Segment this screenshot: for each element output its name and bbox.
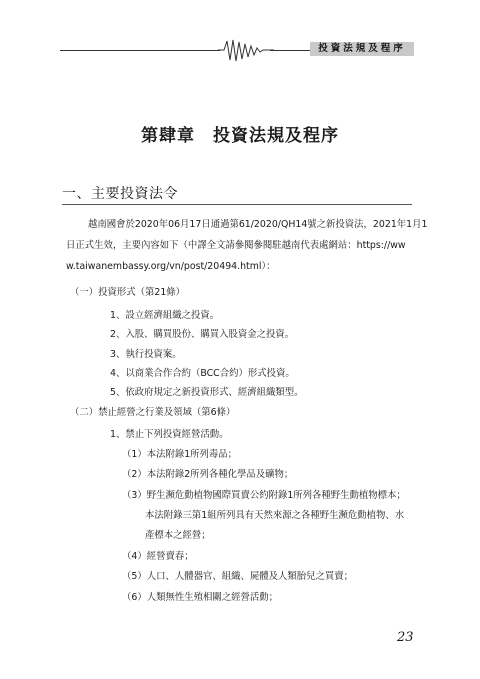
- list-item: （5）人口、人體器官、組織、屍體及人類胎兒之買賣；: [122, 571, 353, 582]
- list-item: （3）野生瀕危動植物國際買賣公約附錄1所列各種野生動植物標本；: [122, 490, 406, 501]
- list-item: 1、禁止下列投資經營活動。: [110, 429, 229, 440]
- heartbeat-wave-icon: [218, 38, 274, 64]
- running-header-label: 投資法規及程序: [310, 42, 414, 56]
- list-item: 2、入股、購買股份、購買入股資金之投資。: [110, 329, 295, 340]
- intro-line-1: 越南國會於2020年06月17日通過第61/2020/QH14號之新投資法，2021年1月1: [88, 219, 428, 230]
- list-item: （4）經營賣春；: [122, 551, 194, 562]
- item-prohibited-business: （二）禁止經營之行業及領域（第6條）: [70, 407, 236, 418]
- chapter-title: 第肆章 投資法規及程序: [141, 126, 339, 146]
- page-number: 23: [397, 630, 414, 645]
- list-item: 4、以商業合作合約（BCC合約）形式投資。: [110, 368, 295, 379]
- intro-line-2: 日正式生效，主要內容如下（中譯全文請參閱參閱駐越南代表處網站：https://ww: [66, 240, 406, 251]
- list-item: （6）人類無性生殖相關之經營活動；: [122, 592, 278, 603]
- list-item: 1、設立經濟組織之投資。: [110, 310, 220, 321]
- list-item: （1）本法附錄1所列毒品；: [122, 449, 238, 460]
- list-item-continued: 本法附錄三第1組所列具有天然來源之各種野生瀕危動植物、水: [145, 510, 405, 521]
- header-rule-left: [60, 50, 220, 51]
- section-title: 一、主要投資法令: [62, 186, 178, 202]
- list-item: 3、執行投資案。: [110, 349, 182, 360]
- section-rule: [62, 204, 412, 205]
- list-item-continued: 產標本之經營；: [145, 530, 211, 541]
- list-item: （2）本法附錄2所列各種化學品及礦物；: [122, 469, 294, 480]
- item-investment-forms: （一）投資形式（第21條）: [70, 287, 186, 298]
- list-item: 5、依政府規定之新投資形式、經濟組織類型。: [110, 387, 304, 398]
- header-rule-right: [270, 50, 314, 51]
- intro-line-3: w.taiwanembassy.org/vn/post/20494.html）：: [66, 261, 276, 272]
